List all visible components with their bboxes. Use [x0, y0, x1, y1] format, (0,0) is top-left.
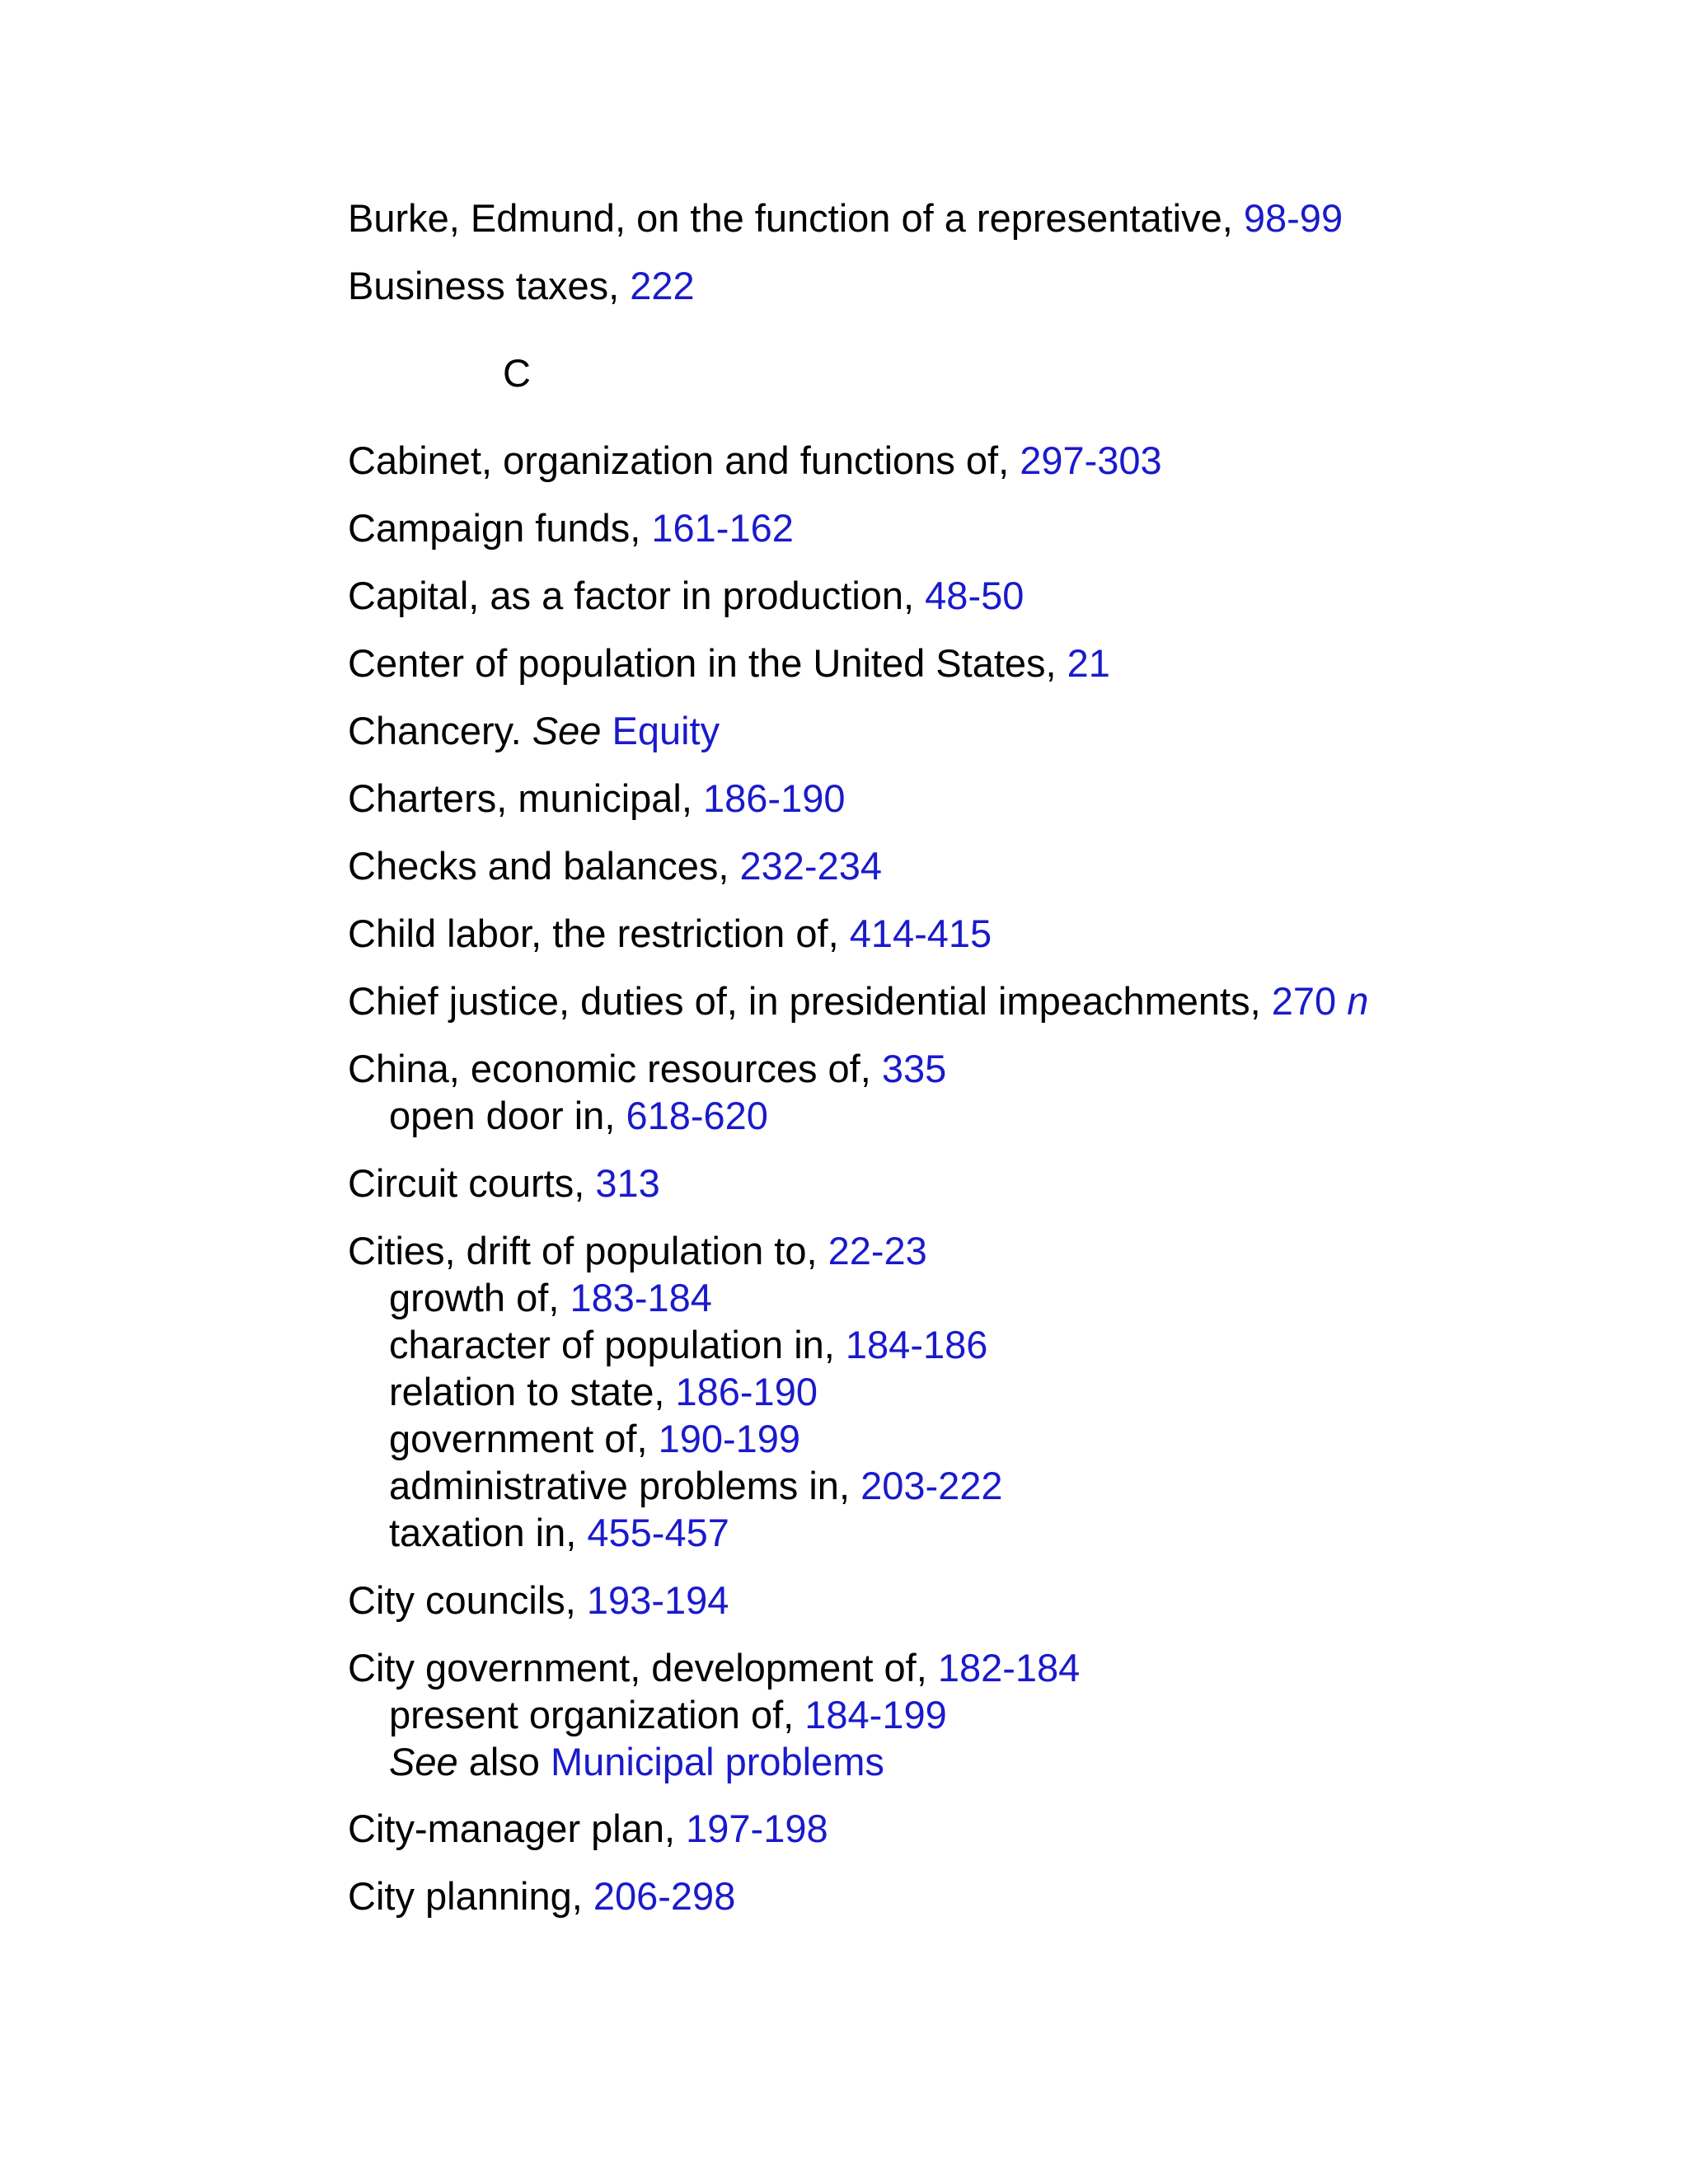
index-entry-china — [348, 1045, 946, 1139]
page-link[interactable]: 190-199 — [658, 1417, 801, 1460]
index-entry-burke — [348, 194, 1343, 241]
page-link[interactable]: 297-303 — [1020, 438, 1162, 482]
entry-text: Chancery. — [348, 709, 532, 752]
index-entry-cabinet — [348, 437, 1162, 484]
index-entry-cities — [348, 1227, 1003, 1556]
index-entry-chancery — [348, 707, 720, 754]
entry-text: Cabinet, organization and functions of, — [348, 438, 1020, 482]
index-entry-child-labor — [348, 910, 992, 957]
sub-entry — [389, 1415, 1003, 1462]
entry-text: Campaign funds, — [348, 506, 652, 550]
page-link[interactable]: 182-184 — [937, 1646, 1081, 1690]
entry-text: present organization of, — [389, 1693, 805, 1736]
section-letter-heading: C — [503, 351, 531, 395]
index-entry-city-planning — [348, 1872, 735, 1919]
entry-text: taxation in, — [389, 1511, 588, 1554]
index-entry-city-government — [348, 1644, 1080, 1785]
entry-text: Circuit courts, — [348, 1161, 596, 1205]
entry-text: relation to state, — [389, 1370, 676, 1413]
cross-reference-link[interactable]: Municipal problems — [550, 1740, 884, 1783]
entry-main-line — [348, 1045, 946, 1092]
page-link[interactable]: 313 — [595, 1161, 660, 1205]
page-link[interactable]: 197-198 — [686, 1807, 828, 1850]
entry-text: City planning, — [348, 1874, 593, 1918]
page-link[interactable]: 22-23 — [828, 1229, 927, 1272]
page-link[interactable]: 161-162 — [651, 506, 794, 550]
page-link[interactable]: 222 — [630, 264, 695, 307]
page-link[interactable]: 414-415 — [849, 912, 992, 955]
cross-reference-link[interactable]: Equity — [612, 709, 720, 752]
index-entry-checks-and-balances — [348, 842, 882, 889]
page-link[interactable]: 618-620 — [626, 1094, 768, 1137]
index-entry-business-taxes — [348, 262, 695, 309]
page-link[interactable]: 203-222 — [860, 1464, 1003, 1507]
entry-text: Charters, municipal, — [348, 776, 703, 820]
index-entry-campaign-funds — [348, 504, 794, 551]
entry-text: Business taxes, — [348, 264, 631, 307]
page-link[interactable]: 48-50 — [925, 574, 1025, 617]
sub-entry — [389, 1691, 1080, 1738]
entry-text: government of, — [389, 1417, 659, 1460]
entry-text: City government, development of, — [348, 1646, 938, 1690]
index-entry-city-councils — [348, 1577, 729, 1624]
index-entry-charters — [348, 775, 846, 822]
page-link[interactable] — [1272, 979, 1369, 1023]
entry-text: Center of population in the United States, — [348, 641, 1067, 685]
page-link[interactable]: 184-186 — [845, 1323, 988, 1366]
sub-entry — [389, 1092, 946, 1139]
entry-text: administrative problems in, — [389, 1464, 861, 1507]
page-link[interactable]: 184-199 — [804, 1693, 947, 1736]
entry-main-line — [348, 1644, 1080, 1691]
page-link[interactable]: 335 — [881, 1047, 947, 1090]
page-number: 270 — [1271, 979, 1337, 1023]
page-link[interactable]: 21 — [1067, 641, 1110, 685]
page-link[interactable]: 455-457 — [587, 1511, 729, 1554]
entry-text: Capital, as a factor in production, — [348, 574, 926, 617]
index-entry-capital — [348, 572, 1024, 619]
sub-entry — [389, 1368, 1003, 1415]
entry-text: China, economic resources of, — [348, 1047, 882, 1090]
entry-text: open door in, — [389, 1094, 626, 1137]
entry-text: Checks and balances, — [348, 844, 740, 888]
page-link[interactable]: 98-99 — [1243, 196, 1343, 240]
entry-text: character of population in, — [389, 1323, 846, 1366]
also-text: also — [457, 1740, 551, 1783]
entry-main-line — [348, 1227, 1003, 1274]
entry-text: growth of, — [389, 1276, 570, 1319]
entry-text: Child labor, the restriction of, — [348, 912, 850, 955]
page-link[interactable]: 232-234 — [739, 844, 883, 888]
page-link[interactable]: 186-190 — [675, 1370, 818, 1413]
index-entry-circuit-courts — [348, 1160, 660, 1207]
page-link[interactable]: 183-184 — [570, 1276, 712, 1319]
entry-text: City-manager plan, — [348, 1807, 687, 1850]
sub-entry — [389, 1274, 1003, 1321]
sub-entry — [389, 1462, 1003, 1509]
sub-entry — [389, 1321, 1003, 1368]
see-also-line — [389, 1738, 1080, 1785]
see-label: See — [389, 1740, 458, 1783]
page-link[interactable]: 206-298 — [593, 1874, 736, 1918]
index-entry-city-manager-plan — [348, 1805, 828, 1852]
entry-text: Cities, drift of population to, — [348, 1229, 828, 1272]
see-label: See — [532, 709, 602, 752]
entry-text: Burke, Edmund, on the function of a representative, — [348, 196, 1244, 240]
page-link[interactable]: 193-194 — [586, 1578, 729, 1622]
page-link[interactable]: 186-190 — [703, 776, 846, 820]
entry-text: Chief justice, duties of, in presidential impeachments, — [348, 979, 1272, 1023]
index-entry-chief-justice — [348, 977, 1368, 1024]
entry-text: City councils, — [348, 1578, 587, 1622]
footnote-marker: n — [1347, 979, 1369, 1023]
index-entry-center-of-population — [348, 640, 1110, 687]
sub-entry — [389, 1509, 1003, 1556]
